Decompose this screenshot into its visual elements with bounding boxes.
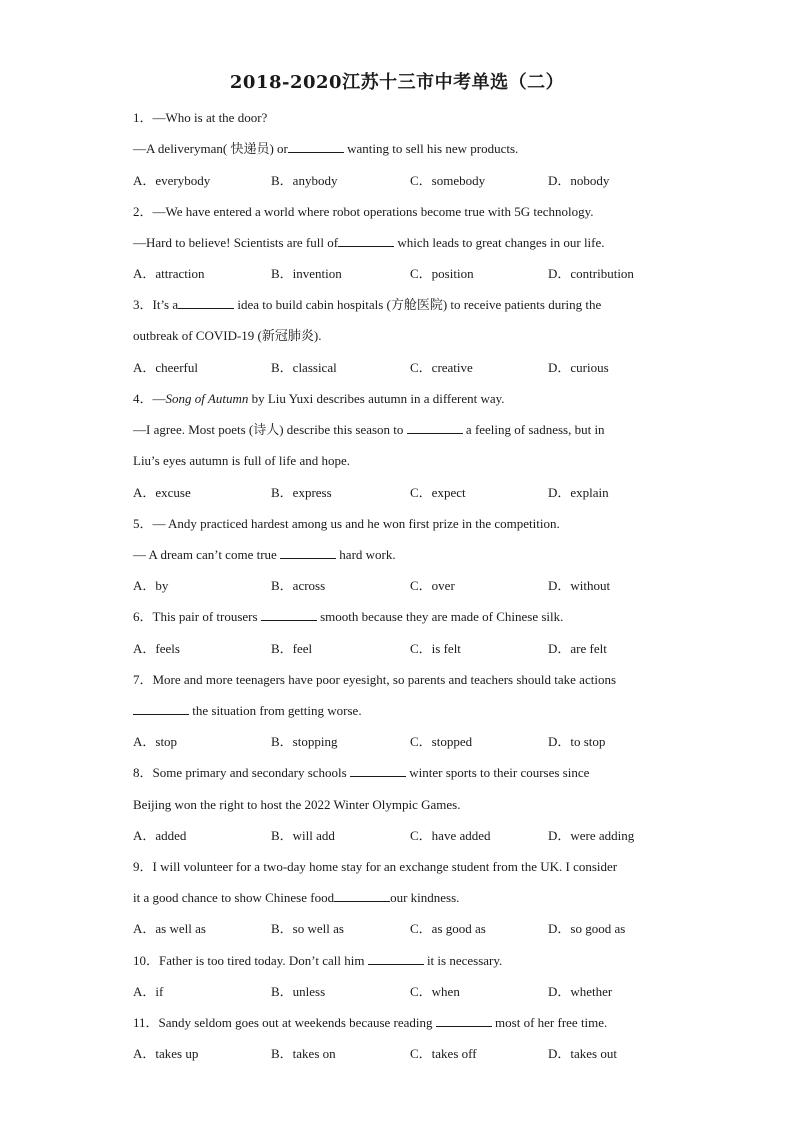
stem-text: —A deliveryman( 快递员) or <box>133 141 288 156</box>
question-stem-line <box>133 328 321 344</box>
question-stem-line <box>133 141 518 157</box>
option-a: A．as well as <box>133 921 206 936</box>
option-a: A．stop <box>133 734 178 749</box>
stem-text: it is necessary. <box>423 953 503 968</box>
stem-text: winter sports to their courses since <box>405 765 590 780</box>
option-c: C．as good as <box>410 921 486 936</box>
option-d: D．whether <box>548 984 613 999</box>
option-d: D．to stop <box>548 734 606 749</box>
option-d: D．were adding <box>548 828 635 843</box>
question-stem-line <box>133 890 459 906</box>
question-stem-line <box>133 204 594 220</box>
question-stem-line <box>133 297 601 313</box>
answer-blank <box>350 765 406 777</box>
option-b: B．unless <box>271 984 326 999</box>
option-b: B．invention <box>271 266 342 281</box>
option-c: C．expect <box>410 485 466 500</box>
stem-text: a feeling of sadness, but in <box>462 422 605 437</box>
option-a: A．excuse <box>133 485 191 500</box>
stem-text: 10．Father is too tired today. Don’t call him <box>133 953 368 968</box>
page-title: 2018-2020江苏十三市中考单选（二） <box>229 72 565 93</box>
question-stem-line <box>133 516 560 532</box>
option-c: C．somebody <box>410 173 486 188</box>
answer-blank <box>261 609 317 621</box>
stem-text: smooth because they are made of Chinese silk. <box>316 609 564 624</box>
stem-text: — A dream can’t come true <box>133 547 281 562</box>
stem-text: 5．— Andy practiced hardest among us and he won first prize in the competition. <box>133 516 560 531</box>
option-d: D．explain <box>548 485 609 500</box>
option-c: C．over <box>410 578 455 593</box>
answer-blank <box>133 703 189 715</box>
option-a: A．by <box>133 578 169 593</box>
stem-text: 8．Some primary and secondary schools <box>133 765 350 780</box>
question-stem-line <box>133 453 350 469</box>
stem-text: the situation from getting worse. <box>189 703 362 718</box>
answer-blank <box>368 953 424 965</box>
answer-blank <box>178 297 234 309</box>
answer-blank <box>280 547 336 559</box>
answer-blank <box>407 422 463 434</box>
option-d: D．without <box>548 578 611 593</box>
stem-text: Song of Autumn <box>165 391 249 406</box>
question-stem-line <box>133 765 589 781</box>
stem-text: our kindness. <box>390 890 460 905</box>
question-stem-line <box>133 422 605 438</box>
option-a: A．feels <box>133 641 180 656</box>
stem-text: hard work. <box>336 547 396 562</box>
question-stem-line <box>133 609 563 625</box>
answer-blank <box>338 235 394 247</box>
question-stem-line <box>133 953 502 969</box>
stem-text: 7．More and more teenagers have poor eyesight, so parents and teachers should take actions <box>133 672 617 687</box>
option-c: C．stopped <box>410 734 473 749</box>
option-c: C．position <box>410 266 474 281</box>
option-b: B．will add <box>271 828 335 843</box>
option-d: D．takes out <box>548 1046 617 1061</box>
stem-text: 6．This pair of trousers <box>133 609 261 624</box>
question-stem-line <box>133 672 616 688</box>
option-c: C．when <box>410 984 460 999</box>
option-a: A．attraction <box>133 266 205 281</box>
question-stem-line <box>133 703 362 719</box>
option-d: D．so good as <box>548 921 626 936</box>
option-c: C．is felt <box>410 641 461 656</box>
option-a: A．cheerful <box>133 360 198 375</box>
stem-text: 4．— <box>133 391 166 406</box>
question-stem-line <box>133 859 617 875</box>
option-d: D．curious <box>548 360 609 375</box>
stem-text: wanting to sell his new products. <box>343 141 519 156</box>
option-d: D．nobody <box>548 173 610 188</box>
option-c: C．creative <box>410 360 473 375</box>
option-b: B．stopping <box>271 734 338 749</box>
question-stem-line <box>133 547 396 563</box>
option-d: D．contribution <box>548 266 634 281</box>
option-d: D．are felt <box>548 641 607 656</box>
stem-text: most of her free time. <box>491 1015 608 1030</box>
stem-text: it a good chance to show Chinese food <box>133 890 335 905</box>
option-c: C．takes off <box>410 1046 477 1061</box>
answer-blank <box>288 141 344 153</box>
stem-text: which leads to great changes in our life. <box>394 235 605 250</box>
stem-text: by Liu Yuxi describes autumn in a different way. <box>248 391 505 406</box>
option-b: B．express <box>271 485 332 500</box>
option-b: B．so well as <box>271 921 344 936</box>
stem-text: 9．I will volunteer for a two-day home stay for an exchange student from the UK. I consider <box>133 859 618 874</box>
stem-text: 3．It’s a <box>133 297 179 312</box>
option-b: B．classical <box>271 360 337 375</box>
option-b: B．takes on <box>271 1046 336 1061</box>
stem-text: Beijing won the right to host the 2022 Winter Olympic Games. <box>133 797 461 812</box>
question-stem-line <box>133 797 460 813</box>
stem-text: 1．—Who is at the door? <box>133 110 268 125</box>
stem-text: Liu’s eyes autumn is full of life and hope. <box>133 453 350 468</box>
question-stem-line <box>133 1015 607 1031</box>
option-b: B．feel <box>271 641 313 656</box>
option-c: C．have added <box>410 828 491 843</box>
option-a: A．added <box>133 828 187 843</box>
option-a: A．if <box>133 984 164 999</box>
question-stem-line <box>133 391 505 407</box>
option-a: A．everybody <box>133 173 211 188</box>
answer-blank <box>334 890 390 902</box>
stem-text: —I agree. Most poets (诗人) describe this season to <box>133 422 407 437</box>
stem-text: 2．—We have entered a world where robot operations become true with 5G technology. <box>133 204 594 219</box>
option-b: B．across <box>271 578 326 593</box>
answer-blank <box>436 1015 492 1027</box>
option-b: B．anybody <box>271 173 338 188</box>
stem-text: 11．Sandy seldom goes out at weekends because reading <box>133 1015 436 1030</box>
option-a: A．takes up <box>133 1046 199 1061</box>
question-stem-line <box>133 110 267 126</box>
stem-text: —Hard to believe! Scientists are full of <box>133 235 339 250</box>
question-stem-line <box>133 235 605 251</box>
stem-text: idea to build cabin hospitals (方舱医院) to receive patients during the <box>234 297 602 312</box>
stem-text: outbreak of COVID-19 (新冠肺炎). <box>133 328 322 343</box>
